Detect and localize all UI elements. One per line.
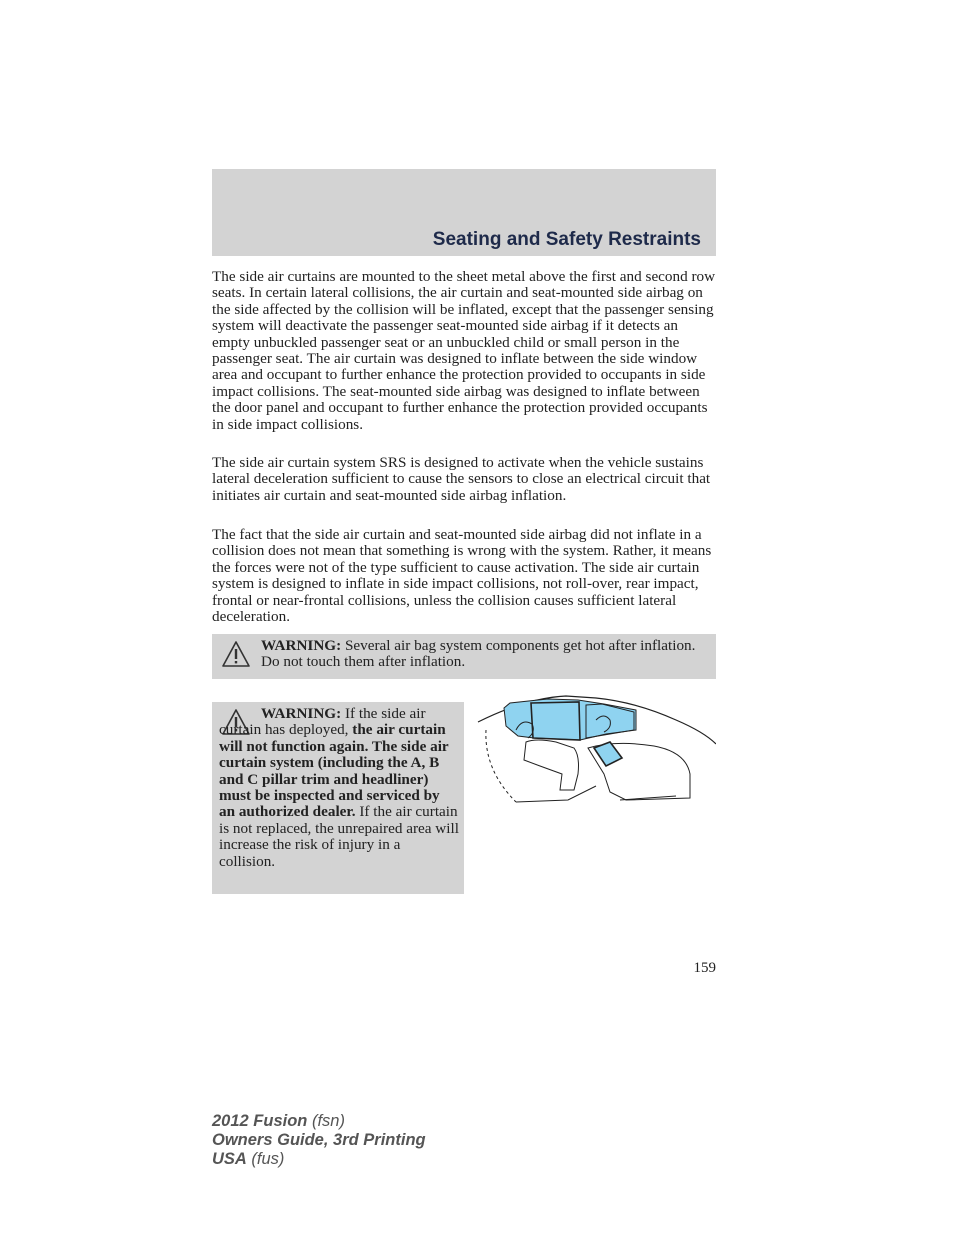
paragraph-text: The side air curtains are mounted to the sheet metal above the first and second row seats. In certain lateral collisions, the air curtain and seat-mounted side airbag on the side affected by the collision will be inflated, except that the passenger sensing system will deactivate the passenger seat-mounted side airbag if it detects an empty unbuckled passenger seat or an unbuckled child or small person in the passenger seat. The air curtain was designed to inflate between the side window area and occupant to further enhance the protection provided to occupants in side impact collisions. The seat-mounted side airbag was designed to inflate between the door panel and occupant to further enhance the protection provided occupants in side impact collisions.	[212, 268, 716, 433]
paragraph-non-inflation	[212, 527, 718, 625]
warning-text	[261, 638, 706, 671]
paragraph-text: The fact that the side air curtain and seat-mounted side airbag did not inflate in a collision does not mean that something is wrong with the system. Rather, it means the forces were not of the type sufficient to cause activation. The side air curtain system is designed to inflate in side impact collisions, not roll-over, rear impact, frontal or near-frontal collisions, unless the collision causes sufficient lateral deceleration.	[212, 526, 712, 626]
warning-body-c: If the air curtain is not replaced, the unrepaired area will increase the risk of injury in a collision.	[219, 803, 459, 870]
warning-body-bold: the air curtain will not function again. The side air curtain system (including the A, B and C pillar trim and headliner) must be inspected and serviced by an authorized dealer.	[219, 721, 449, 821]
warning-label: WARNING:	[261, 705, 342, 722]
warning-box-air-curtain-deployed	[212, 702, 464, 894]
warning-box-hot-components	[212, 634, 716, 679]
footer-market-code: (fus)	[246, 1150, 285, 1168]
warning-label: WARNING:	[261, 637, 342, 654]
paragraph-srs-activation	[212, 455, 718, 504]
warning-body: Several air bag system components get hot after inflation. Do not touch them after inflation.	[261, 637, 696, 671]
footer-guide: Owners Guide, 3rd Printing	[212, 1131, 426, 1149]
footer-model-code: (fsn)	[307, 1112, 345, 1130]
section-header	[212, 169, 716, 256]
footer-model: 2012 Fusion	[212, 1112, 308, 1130]
warning-body-a: If the side air curtain has deployed,	[219, 705, 426, 739]
paragraph-air-curtain-mounting	[212, 269, 718, 433]
footer-market: USA	[212, 1150, 247, 1168]
footer-document-info	[212, 1112, 426, 1169]
warning-text	[219, 706, 459, 870]
footer-line-model	[212, 1112, 426, 1131]
side-air-curtain-illustration	[476, 690, 716, 805]
paragraph-text: The side air curtain system SRS is designed to activate when the vehicle sustains lateral deceleration sufficient to cause the sensors to close an electrical circuit that initiates air curtain and seat-mounted side airbag inflation.	[212, 454, 711, 504]
page-number: 159	[693, 960, 716, 976]
warning-triangle-icon	[221, 640, 251, 668]
footer-line-market	[212, 1150, 426, 1169]
section-title: Seating and Safety Restraints	[432, 229, 701, 250]
